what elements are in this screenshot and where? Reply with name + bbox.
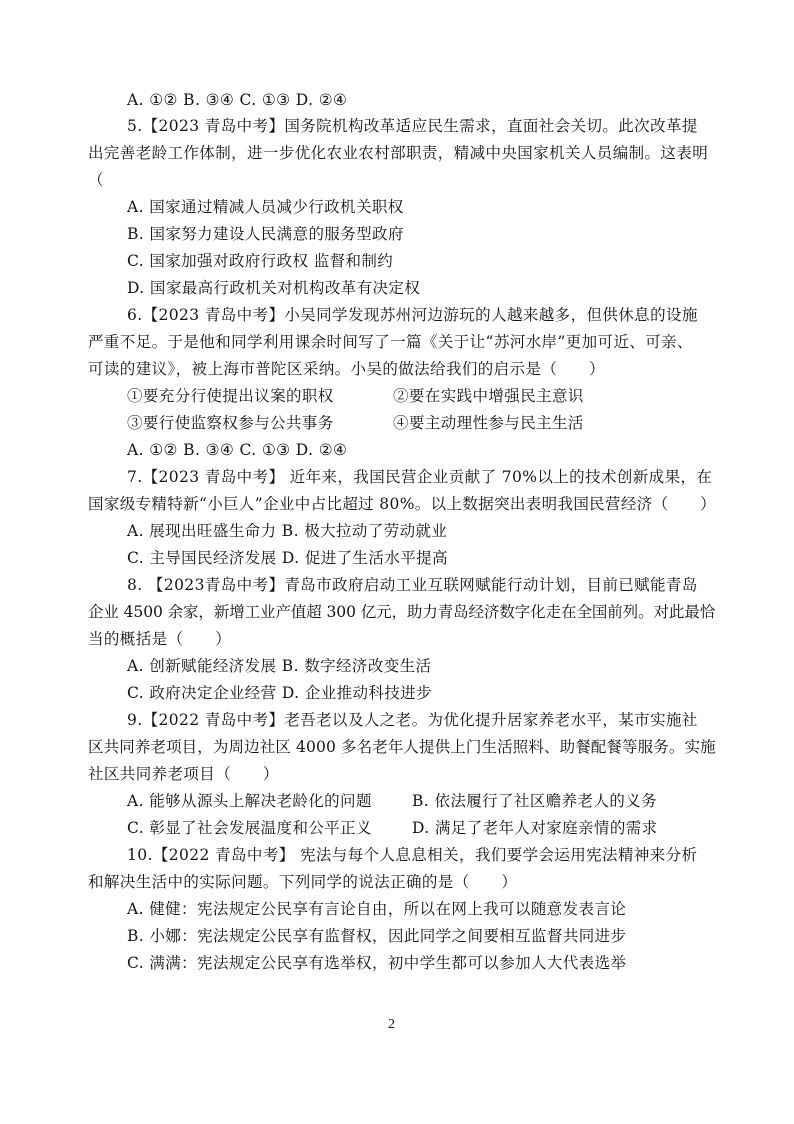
q5-option-a: A. 国家通过精减人员减少行政机关职权 xyxy=(127,198,404,216)
q10-stem-line-2: 和解决生活中的实际问题。下列同学的说法正确的是（ ） xyxy=(88,873,518,891)
q7-options-cd: C. 主导国民经济发展 D. 促进了生活水平提高 xyxy=(127,549,448,567)
q6-stem-line-1: 6.【2023 青岛中考】小吴同学发现苏州河边游玩的人越来越多，但供休息的设施 xyxy=(127,306,698,324)
q6-item-2: ②要在实践中增强民主意识 xyxy=(393,387,584,405)
q5-stem-line-1: 5.【2023 青岛中考】国务院机构改革适应民生需求，直面社会关切。此次改革提 xyxy=(127,117,698,135)
q7-stem-line-2: 国家级专精特新“小巨人”企业中占比超过 80%。以上数据突出表明我国民营经济（ ） xyxy=(88,495,716,513)
q9-option-c: C. 彰显了社会发展温度和公平正义 xyxy=(127,819,372,837)
q9-stem-line-3: 社区共同养老项目（ ） xyxy=(88,765,279,783)
q9-stem-line-1: 9.【2022 青岛中考】老吾老以及人之老。为优化提升居家养老水平，某市实施社 xyxy=(127,711,698,729)
q6-stem-line-2: 严重不足。于是他和同学利用课余时间写了一篇《关于让“苏河水岸”更加可近、可亲、 xyxy=(88,333,693,351)
q5-option-b: B. 国家努力建设人民满意的服务型政府 xyxy=(127,225,404,243)
q9-option-d: D. 满足了老年人对家庭亲情的需求 xyxy=(412,819,658,837)
q6-item-4: ④要主动理性参与民主生活 xyxy=(393,414,584,432)
q4-options: A. ①② B. ③④ C. ①③ D. ②④ xyxy=(127,91,348,109)
q6-stem-line-3: 可读的建议》，被上海市普陀区采纳。小吴的做法给我们的启示是（ ） xyxy=(88,360,605,378)
q10-option-a: A. 健健：宪法规定公民享有言论自由，所以在网上我可以随意发表言论 xyxy=(127,900,627,918)
q10-option-c: C. 满满：宪法规定公民享有选举权，初中学生都可以参加人大代表选举 xyxy=(127,954,627,972)
q8-stem-line-2: 企业 4500 余家，新增工业产值超 300 亿元，助力青岛经济数字化走在全国前列。对此最恰 xyxy=(88,603,716,621)
q9-stem-line-2: 区共同养老项目，为周边社区 4000 多名老年人提供上门生活照料、助餐配餐等服务。实施 xyxy=(88,738,716,756)
q8-options-cd: C. 政府决定企业经营 D. 企业推动科技进步 xyxy=(127,684,433,702)
q9-option-a: A. 能够从源头上解决老龄化的问题 xyxy=(127,792,372,810)
q5-option-d: D. 国家最高行政机关对机构改革有决定权 xyxy=(127,279,421,297)
q6-item-1: ①要充分行使提出议案的职权 xyxy=(127,387,334,405)
page-number: 2 xyxy=(388,1017,395,1032)
q5-stem-line-2: 出完善老龄工作体制，进一步优化农业农村部职责，精减中央国家机关人员编制。这表明 xyxy=(88,144,709,162)
q8-stem-line-1: 8. 【2023青岛中考】青岛市政府启动工业互联网赋能行动计划，目前已赋能青岛 xyxy=(127,576,698,594)
q10-option-b: B. 小娜：宪法规定公民享有监督权，因此同学之间要相互监督共同进步 xyxy=(127,927,627,945)
q8-stem-line-3: 当的概括是（ ） xyxy=(88,630,232,648)
q10-stem-line-1: 10.【2022 青岛中考】 宪法与每个人息息相关，我们要学会运用宪法精神来分析 xyxy=(127,846,698,864)
q6-item-3: ③要行使监察权参与公共事务 xyxy=(127,414,334,432)
q7-options-ab: A. 展现出旺盛生命力 B. 极大拉动了劳动就业 xyxy=(127,522,448,540)
q5-stem-line-3: （ xyxy=(88,171,104,189)
q8-options-ab: A. 创新赋能经济发展 B. 数字经济改变生活 xyxy=(127,657,432,675)
q9-option-b: B. 依法履行了社区赡养老人的义务 xyxy=(412,792,658,810)
q5-option-c: C. 国家加强对政府行政权 监督和制约 xyxy=(127,252,394,270)
q6-options: A. ①② B. ③④ C. ①③ D. ②④ xyxy=(127,441,348,459)
q7-stem-line-1: 7.【2023 青岛中考】 近年来，我国民营企业贡献了 70%以上的技术创新成果，在 xyxy=(127,468,713,486)
